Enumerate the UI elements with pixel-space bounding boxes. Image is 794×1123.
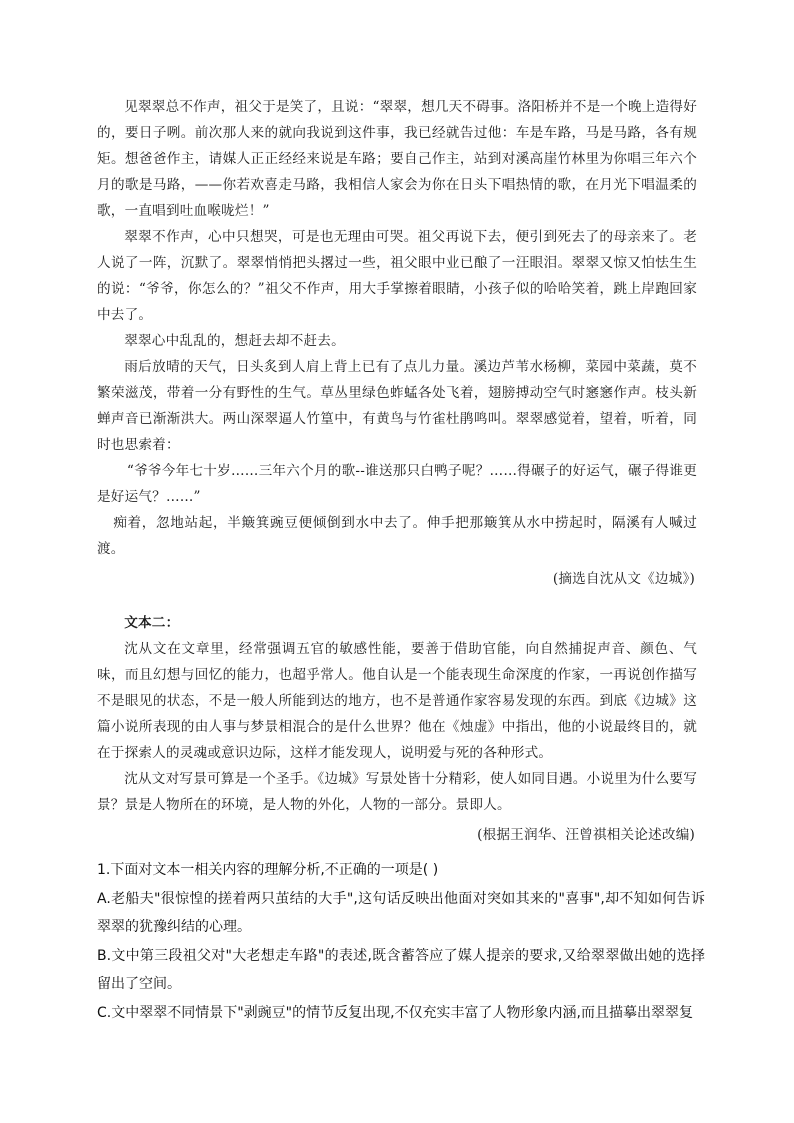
option-b: B.文中第三段祖父对"大老想走车路"的表述,既含蓄答应了媒人提亲的要求,又给翠翠做出她的选择留出了空间。	[97, 947, 705, 993]
source-citation: (根据王润华、汪曾祺相关论述改编)	[477, 827, 695, 843]
question-stem: 1.下面对文本一相关内容的理解分析,不正确的一项是( )	[97, 862, 439, 878]
paragraph: 见翠翠总不作声，祖父于是笑了，且说：“翠翠，想几天不碍事。洛阳桥并不是一个晚上造得好的，要日子咧。前次那人来的就向我说到这件事，我已经就告过他：车是车路，马是马路，各有规矩。想爸爸作主，请媒人正正经经来说是车路；要自己作主，站到对溪高崖竹林里为你唱三年六个月的歌是马路，——你若欢喜走马路，我相信人家会为你在日头下唱热情的歌，在月光下唱温柔的歌，一直唱到吐血喉咙烂！”	[97, 99, 697, 219]
paragraph: 雨后放晴的天气，日头炙到人肩上背上已有了点儿力量。溪边芦苇水杨柳，菜园中菜蔬，莫不繁荣滋茂，带着一分有野性的生气。草丛里绿色蚱蜢各处飞着，翅膀搏动空气时窸窸作声。枝头新蝉声音已渐渐洪大。两山深翠逼人竹篁中，有黄鸟与竹雀杜鹃鸣叫。翠翠感觉着，望着，听着，同时也思索着：	[97, 359, 697, 453]
paragraph: 沈从文对写景可算是一个圣手。《边城》写景处皆十分精彩，使人如同目遇。小说里为什么要写景？景是人物所在的环境，是人物的外化，人物的一部分。景即人。	[97, 771, 697, 813]
source-citation: (摘选自沈从文《边城》)	[552, 571, 695, 587]
paragraph: 痴着，忽地站起，半簸箕豌豆便倾倒到水中去了。伸手把那簸箕从水中捞起时，隔溪有人喊过渡。	[97, 515, 697, 557]
text-one-excerpt	[97, 94, 697, 592]
text-two-heading: 文本二：	[124, 615, 180, 631]
paragraph: 翠翠心中乱乱的，想赶去却不赶去。	[124, 333, 345, 349]
paragraph: 沈从文在文章里，经常强调五官的敏感性能，要善于借助官能，向自然捕捉声音、颜色、气味，而且幻想与回忆的能力，也超乎常人。他自认是一个能表现生命深度的作家，一再说创作描写不是眼见的状态，不是一般人所能到达的地方，也不是普通作家容易发现的东西。到底《边城》这篇小说所表现的由人事与梦景相混合的是什么世界？他在《烛虚》中指出，他的小说最终目的，就在于探索人的灵魂或意识边际，这样才能发现人，说明爱与死的各种形式。	[97, 641, 697, 761]
option-a: A.老船夫"很惊惶的搓着两只茧结的大手",这句话反映出他面对突如其来的"喜事",却不知如何告诉翠翠的犹豫纠结的心理。	[97, 890, 705, 936]
text-two-excerpt	[97, 610, 697, 848]
paragraph: 翠翠不作声，心中只想哭，可是也无理由可哭。祖父再说下去，便引到死去了的母亲来了。老人说了一阵，沉默了。翠翠悄悄把头撂过一些，祖父眼中业已酿了一汪眼泪。翠翠又惊又怕怯生生的说：“爷爷，你怎么的？”祖父不作声，用大手掌擦着眼睛，小孩子似的哈哈笑着，跳上岸跑回家中去了。	[97, 229, 697, 323]
option-c: C.文中翠翠不同情景下"剥豌豆"的情节反复出现,不仅充实丰富了人物形象内涵,而且描摹出翠翠复	[97, 1004, 694, 1021]
quoted-thought: “爷爷今年七十岁……三年六个月的歌--谁送那只白鸭子呢？……得碾子的好运气，碾子得谁更是好运气？……”	[97, 463, 697, 505]
question-block	[97, 856, 705, 1028]
